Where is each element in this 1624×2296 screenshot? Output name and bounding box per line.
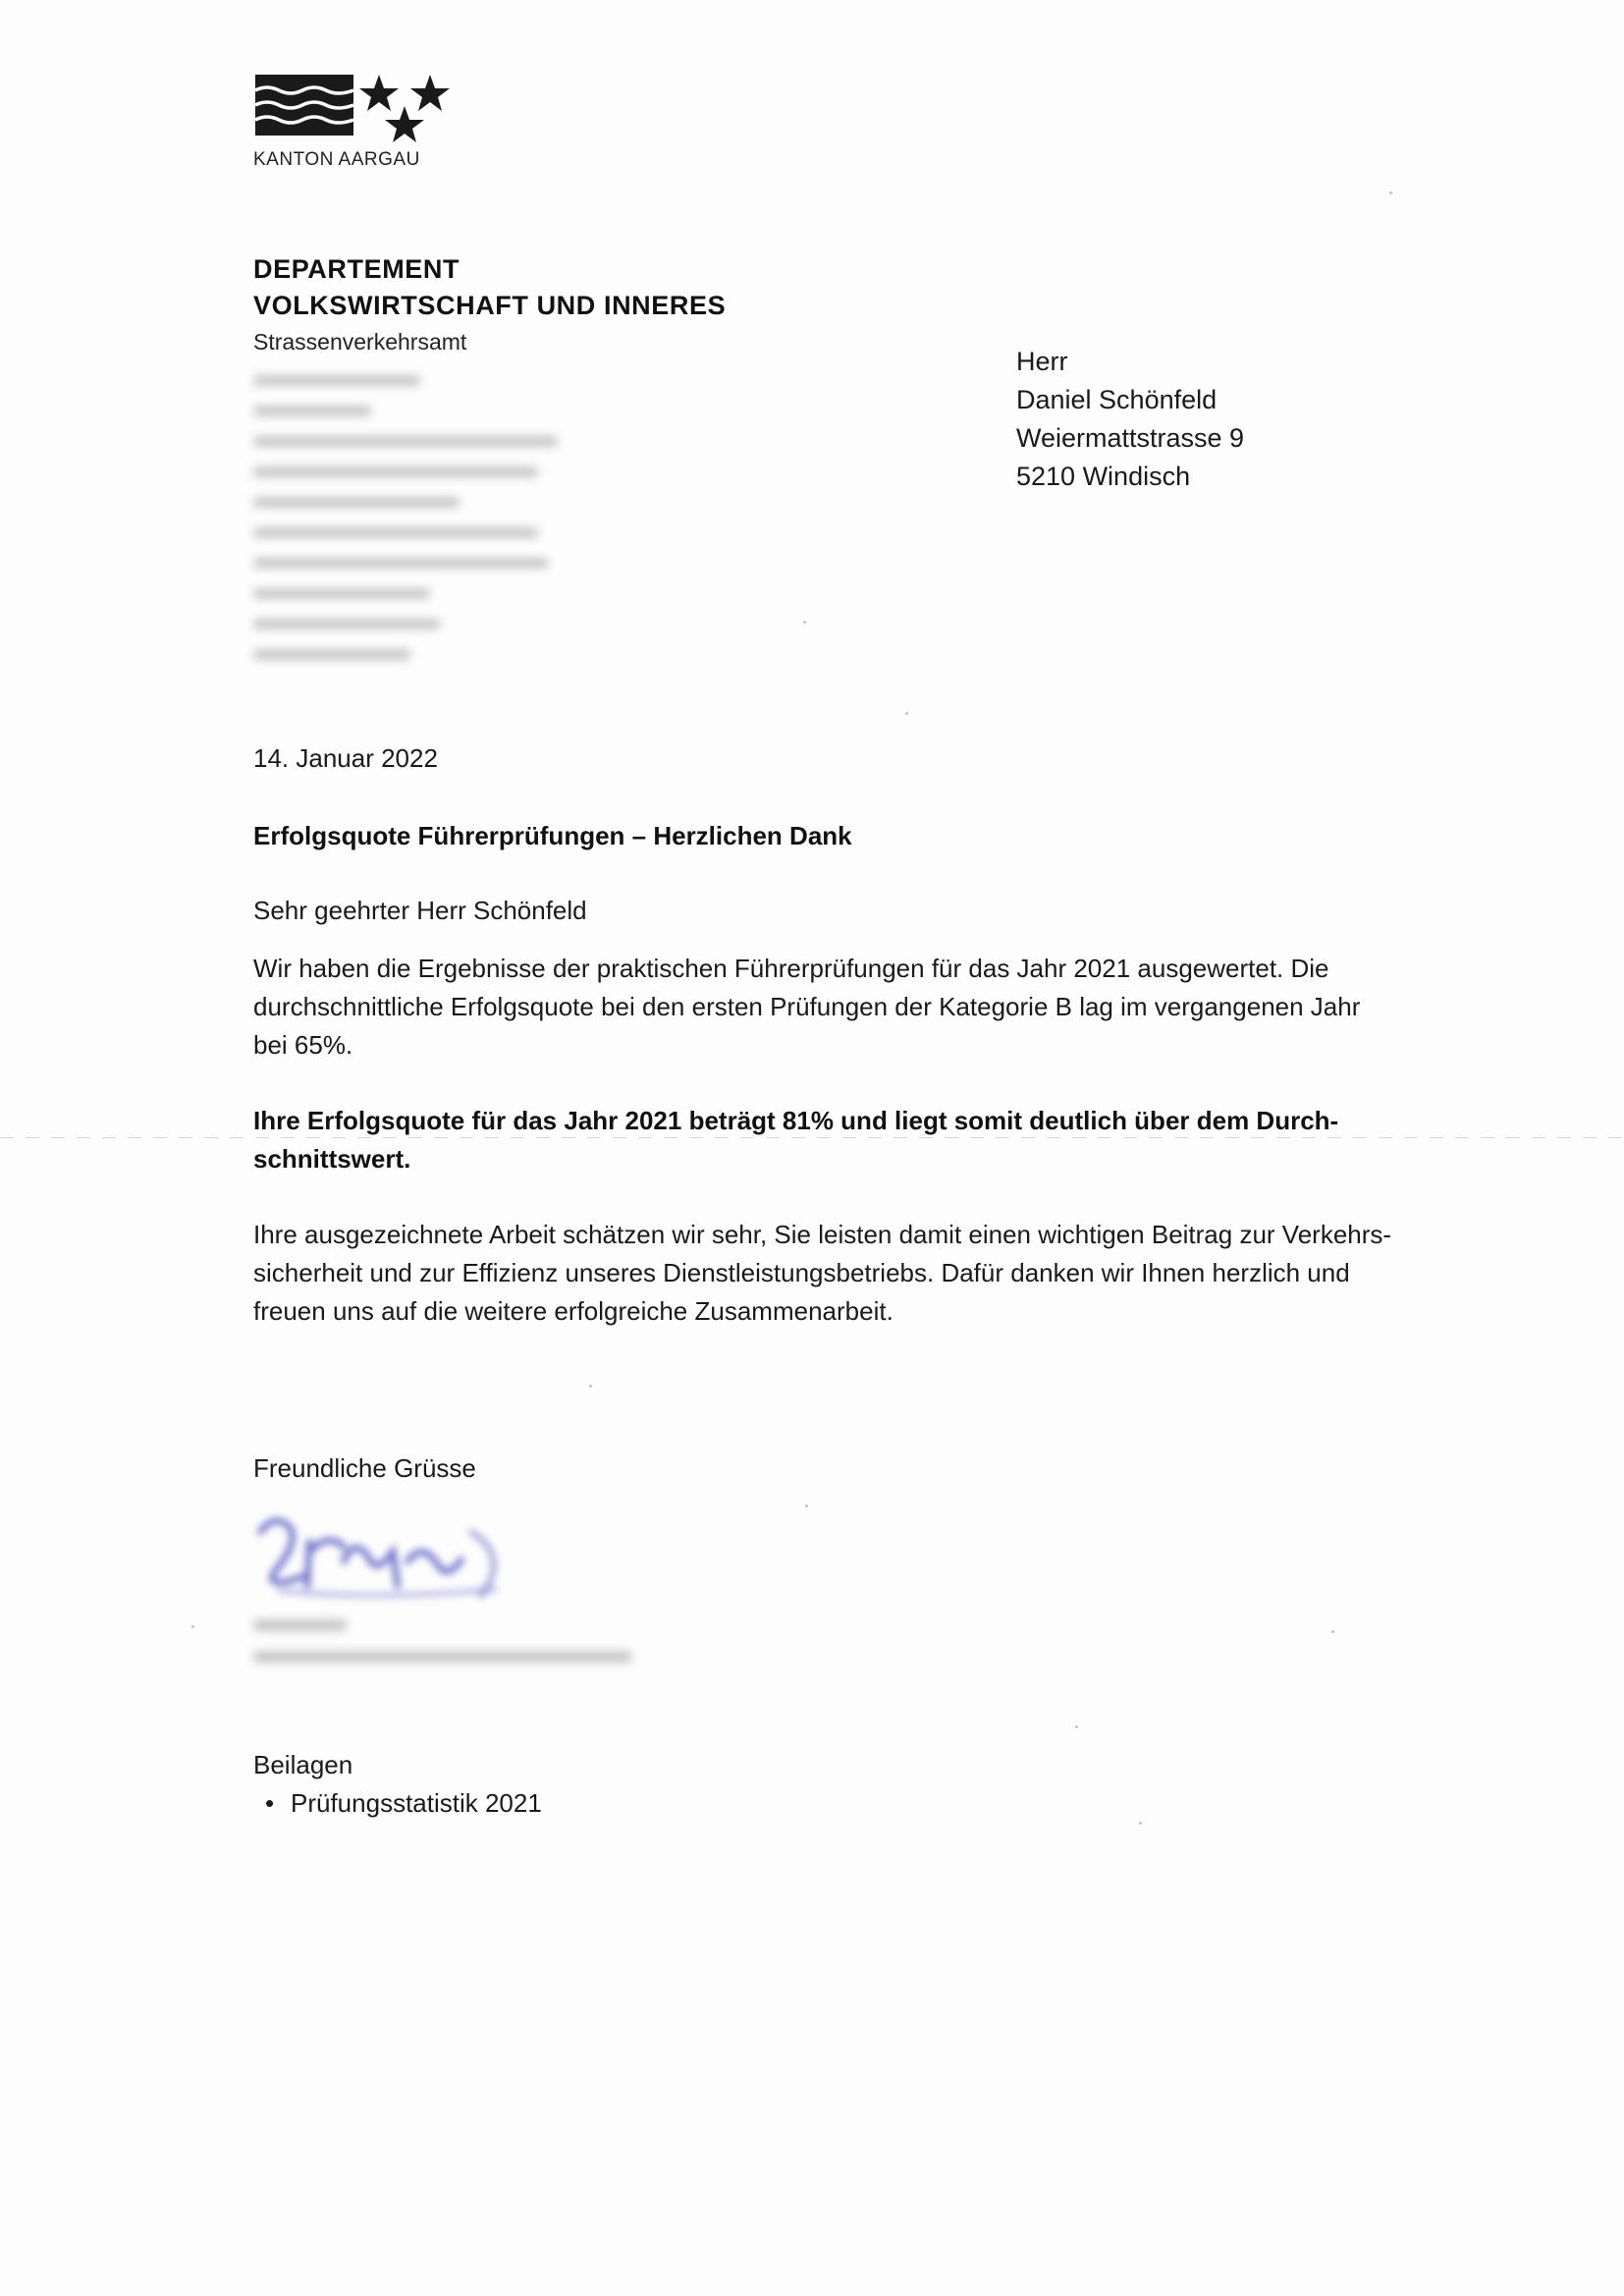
department-line-2: VOLKSWIRTSCHAFT UND INNERES [253,291,727,320]
handwritten-signature [250,1503,535,1611]
department-header [253,251,941,358]
recipient-salutation: Herr [1016,347,1068,376]
paragraph-line: durchschnittliche Erfolgsquote bei den ersten Prüfungen der Kategorie B lag im vergangenen Jahr [253,992,1361,1021]
recipient-address [1016,343,1244,496]
enclosures-heading: Beilagen [253,1750,353,1779]
paragraph-3 [253,1216,1490,1331]
scan-speck [589,1385,592,1388]
scan-speck [1389,191,1392,194]
paragraph-2-highlight [253,1102,1490,1178]
paragraph-line: schnittswert. [253,1144,411,1174]
paragraph-line: Ihre Erfolgsquote für das Jahr 2021 beträgt 81% und liegt somit deutlich über dem Durch- [253,1106,1339,1135]
waves-and-stars-icon [253,69,460,147]
paragraph-line: Wir haben die Ergebnisse der praktischen Führerprüfungen für das Jahr 2021 ausgewertet. Die [253,954,1329,983]
recipient-street: Weiermattstrasse 9 [1016,423,1245,453]
paragraph-line: sicherheit und zur Effizienz unseres Dienstleistungsbetriebs. Dafür danken wir Ihnen herzlich und [253,1258,1350,1287]
scan-speck [1139,1822,1142,1825]
scan-speck [191,1625,194,1628]
paragraph-line: freuen uns auf die weitere erfolgreiche Zusammenarbeit. [253,1296,893,1326]
enclosure-item-label: Prüfungsstatistik 2021 [291,1788,542,1818]
department-office: Strassenverkehrsamt [253,329,467,355]
department-line-1: DEPARTEMENT [253,254,460,284]
scan-speck [905,712,908,715]
scan-speck [1075,1725,1078,1728]
paragraph-line: Ihre ausgezeichnete Arbeit schätzen wir sehr, Sie leisten damit einen wichtigen Beitrag zur Verkehrs- [253,1220,1392,1249]
letter-closing: Freundliche Grüsse [253,1453,476,1483]
redacted-sender-contact [253,376,587,681]
paragraph-line: bei 65%. [253,1030,353,1060]
recipient-name: Daniel Schönfeld [1016,385,1218,414]
recipient-city: 5210 Windisch [1016,462,1191,491]
letter-date: 14. Januar 2022 [253,743,438,773]
redacted-signer-name [253,1620,646,1683]
scan-speck [805,1504,808,1507]
scan-speck [803,621,806,624]
letter-greeting: Sehr geehrter Herr Schönfeld [253,896,587,925]
bullet-icon: • [265,1788,275,1818]
kanton-aargau-logo [253,69,460,172]
paragraph-1 [253,950,1490,1065]
enclosure-item [253,1784,542,1823]
logo-text: KANTON AARGAU [253,149,420,170]
scan-speck [1331,1630,1334,1633]
enclosures [253,1746,542,1823]
letter-subject: Erfolgsquote Führerprüfungen – Herzlichen Dank [253,821,852,850]
